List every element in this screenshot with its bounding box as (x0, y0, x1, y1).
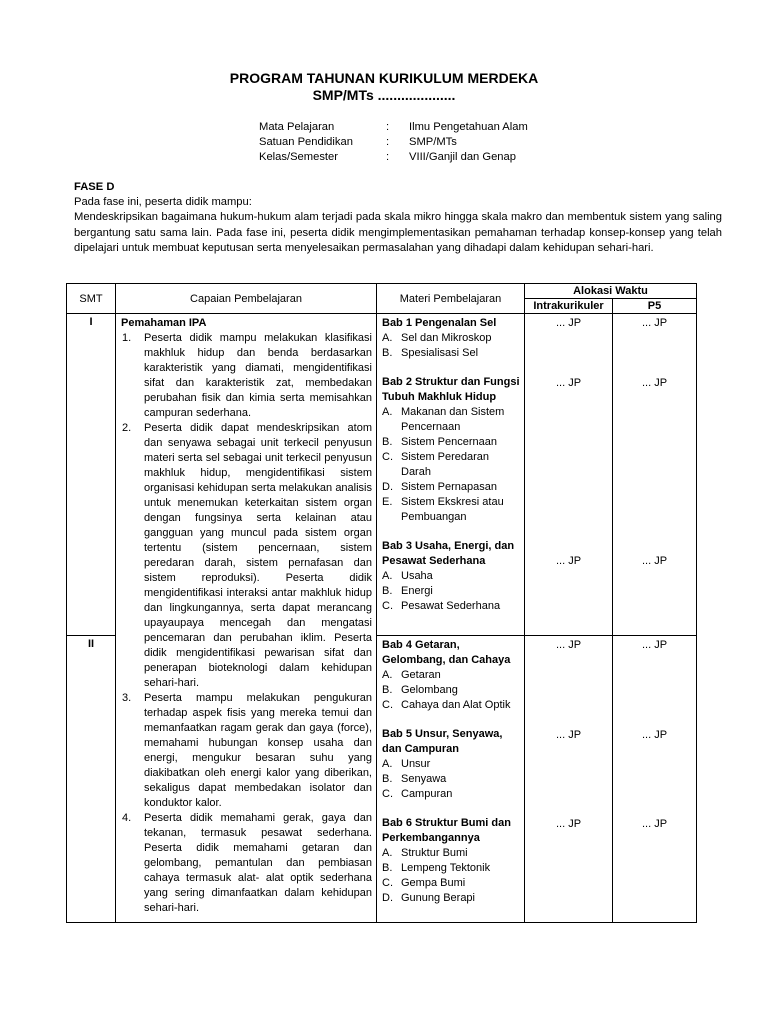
jp-value: ... JP (641, 317, 668, 329)
bab-title: Bab 2 Struktur dan Fungsi Tubuh Makhluk Hidup (382, 376, 520, 403)
list-item: 2. Peserta didik dapat mendeskripsikan atom dan senyawa sebagai unit terkecil penyusun materi serta sel sebagai unit terkecil penyusun makhluk hidup, mengidentifikasi sistem organisasi kehidupan serta melakukan analisis untuk menemukan keterkaitan sistem organ dengan fungsinya serta kelainan atau gangguan yang muncul pada sistem organ tertentu (sistem pencernaan, sistem peredaran darah, sistem pernafasan dan sistem reproduksi). Peserta didik mengidentifikasi interaksi antar makhluk hidup dan lingkungannya, serta dapat merancang upayaupaya mencegah dan mengatasi pencemaran dan perubahan iklim. Peserta didik mengidentifikasi pewarisan sifat dan penerapan bioteknologi dalam kehidupan sehari-hari. (122, 422, 372, 689)
jp-value: ... JP (555, 639, 582, 651)
meta-key: Kelas/Semester (259, 150, 338, 163)
meta-value: SMP/MTs (409, 135, 457, 148)
intra-cell (525, 636, 613, 923)
jp-value: ... JP (555, 818, 582, 830)
jp-value: ... JP (641, 639, 668, 651)
capaian-pembelajaran (120, 316, 372, 916)
header-smt: SMT (67, 284, 116, 314)
list-item: C. Campuran (382, 788, 453, 800)
materi-cell (377, 314, 525, 636)
p5-cell (613, 314, 697, 636)
jp-value: ... JP (555, 555, 582, 567)
bab-title: Bab 4 Getaran, Gelombang, dan Cahaya (382, 639, 511, 666)
meta-row (259, 135, 528, 150)
jp-value: ... JP (641, 818, 668, 830)
meta-block (259, 120, 528, 164)
header-materi: Materi Pembelajaran (377, 284, 525, 314)
header-p5: P5 (613, 299, 697, 314)
jp-value: ... JP (641, 377, 668, 389)
header-alokasi: Alokasi Waktu (525, 284, 697, 299)
jp-value: ... JP (555, 377, 582, 389)
meta-value: VIII/Ganjil dan Genap (409, 150, 516, 163)
jp-value: ... JP (641, 555, 668, 567)
header-cp: Capaian Pembelajaran (116, 284, 377, 314)
list-item: D. Sistem Pernapasan (382, 481, 497, 493)
list-item: B. Sistem Pencernaan (382, 436, 497, 448)
fase-intro: Pada fase ini, peserta didik mampu: (74, 196, 252, 209)
jp-value: ... JP (641, 729, 668, 741)
fase-section (74, 180, 722, 256)
meta-key: Mata Pelajaran (259, 121, 335, 133)
smt-cell: II (67, 636, 116, 923)
meta-key: Satuan Pendidikan (259, 135, 353, 148)
list-item: C. Cahaya dan Alat Optik (382, 699, 511, 711)
intra-cell (525, 314, 613, 636)
header-intra: Intrakurikuler (525, 299, 613, 314)
document-title: PROGRAM TAHUNAN KURIKULUM MERDEKA (229, 70, 539, 86)
meta-sep: : (386, 121, 390, 133)
list-item: E. Sistem Ekskresi atau Pembuangan (382, 496, 504, 523)
jp-value: ... JP (555, 317, 582, 329)
list-item: C. Gempa Bumi (382, 877, 466, 889)
bab-title: Bab 3 Usaha, Energi, dan Pesawat Sederhana (382, 540, 515, 567)
cp-list (120, 331, 372, 916)
meta-row (259, 150, 528, 165)
list-item: B. Lempeng Tektonik (382, 862, 491, 874)
meta-sep: : (386, 135, 390, 148)
fase-body: Mendeskripsikan bagaimana hukum-hukum alam terjadi pada skala mikro hingga skala makro dan membentuk sistem yang saling bergantung satu sama lain. Pada fase ini, peserta didik mengimplementasikan pemahaman terhadap konsep-konsep yang telah dipelajari untuk membuat keputusan serta menyelesaikan permasalahan yang dihadapi dalam kehidupan sehari-hari. (74, 211, 722, 254)
list-item: B. Senyawa (382, 773, 447, 785)
list-item: A. Getaran (382, 669, 441, 681)
bab-title: Bab 5 Unsur, Senyawa, dan Campuran (382, 728, 503, 755)
cp-heading: Pemahaman IPA (121, 317, 207, 329)
bab-title: Bab 1 Pengenalan Sel (382, 317, 497, 329)
smt-cell: I (67, 314, 116, 636)
list-item: 4. Peserta didik memahami gerak, gaya dan tekanan, termasuk pesawat sederhana. Peserta didik memahami getaran dan gelombang, pemantulan dan pembiasan cahaya termasuk alat- alat optik sederhana yang sering dimanfaatkan dalam kehidupan sehari-hari. (122, 812, 372, 914)
list-item: 1. Peserta didik mampu melakukan klasifikasi makhluk hidup dan benda berdasarkan karakteristik yang diamati, mengidentifikasi sifat dan karakteristik zat, membedakan perubahan fisik dan kimia serta memisahkan campuran sederhana. (122, 332, 372, 419)
list-item: A. Makanan dan Sistem Pencernaan (382, 406, 505, 433)
list-item: A. Unsur (382, 758, 431, 770)
list-item: A. Usaha (382, 570, 433, 582)
p5-cell (613, 636, 697, 923)
list-item: A. Sel dan Mikroskop (382, 332, 492, 344)
list-item: D. Gunung Berapi (382, 892, 475, 904)
bab-title: Bab 6 Struktur Bumi dan Perkembangannya (382, 817, 511, 844)
materi-cell (377, 636, 525, 923)
list-item: B. Energi (382, 585, 433, 597)
list-item: B. Spesialisasi Sel (382, 347, 479, 359)
meta-sep: : (386, 150, 390, 163)
meta-value: Ilmu Pengetahuan Alam (409, 121, 528, 133)
meta-row (259, 120, 528, 135)
jp-value: ... JP (555, 729, 582, 741)
list-item: C. Pesawat Sederhana (382, 600, 501, 612)
list-item: B. Gelombang (382, 684, 458, 696)
list-item: A. Struktur Bumi (382, 847, 468, 859)
list-item: 3. Peserta mampu melakukan pengukuran terhadap aspek fisis yang mereka temui dan memanfaatkan ragam gerak dan gaya (force), memahami hubungan konsep usaha dan energi, mengukur besaran suhu yang diakibatkan oleh energi kalor yang diberikan, sekaligus dapat membedakan isolator dan konduktor kalor. (122, 692, 372, 809)
document-subtitle: SMP/MTs .................... (312, 87, 456, 103)
fase-heading: FASE D (74, 181, 115, 193)
list-item: C. Sistem Peredaran Darah (382, 451, 490, 478)
